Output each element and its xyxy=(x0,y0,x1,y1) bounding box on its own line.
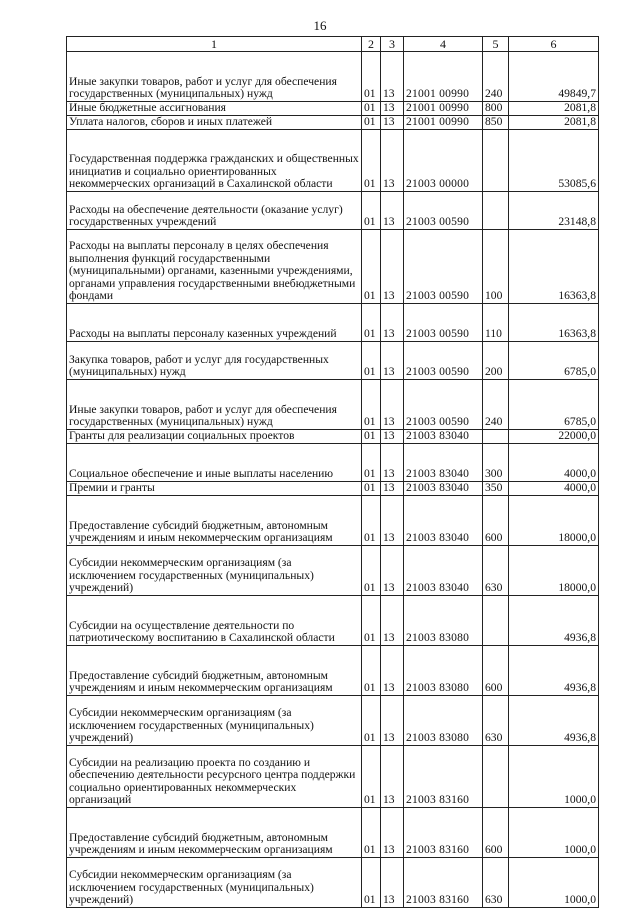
row-section: 01 xyxy=(362,342,381,380)
row-name: Субсидии некоммерческим организациям (за исключением государственных (муниципальных) учреждений) xyxy=(67,546,362,596)
table-row xyxy=(67,546,599,596)
row-amount: 2081,8 xyxy=(509,102,599,116)
row-amount: 1000,0 xyxy=(509,808,599,858)
row-subsection: 13 xyxy=(381,380,404,430)
row-expense-type: 600 xyxy=(483,496,509,546)
row-name: Предоставление субсидий бюджетным, автономным учреждениям и иным некоммерческим организациям xyxy=(67,646,362,696)
row-target-code: 21003 83040 xyxy=(404,496,483,546)
row-expense-type: 600 xyxy=(483,808,509,858)
row-name: Уплата налогов, сборов и иных платежей xyxy=(67,116,362,130)
row-section: 01 xyxy=(362,430,381,444)
row-expense-type: 630 xyxy=(483,696,509,746)
header-col-5: 5 xyxy=(483,37,509,52)
row-target-code: 21001 00990 xyxy=(404,116,483,130)
row-amount: 18000,0 xyxy=(509,546,599,596)
row-target-code: 21003 83040 xyxy=(404,482,483,496)
row-name: Предоставление субсидий бюджетным, автономным учреждениям и иным некоммерческим организациям xyxy=(67,496,362,546)
row-name: Иные закупки товаров, работ и услуг для обеспечения государственных (муниципальных) нужд xyxy=(67,52,362,102)
row-section: 01 xyxy=(362,746,381,808)
table-row xyxy=(67,482,599,496)
row-section: 01 xyxy=(362,596,381,646)
row-amount: 4936,8 xyxy=(509,646,599,696)
row-expense-type xyxy=(483,596,509,646)
row-section: 01 xyxy=(362,646,381,696)
header-col-3: 3 xyxy=(381,37,404,52)
row-subsection: 13 xyxy=(381,116,404,130)
row-section: 01 xyxy=(362,130,381,192)
row-expense-type: 350 xyxy=(483,482,509,496)
row-target-code: 21003 00000 xyxy=(404,130,483,192)
row-subsection: 13 xyxy=(381,696,404,746)
row-expense-type: 240 xyxy=(483,52,509,102)
row-amount: 4000,0 xyxy=(509,444,599,482)
row-subsection: 13 xyxy=(381,52,404,102)
row-expense-type xyxy=(483,430,509,444)
row-expense-type: 110 xyxy=(483,304,509,342)
header-col-2: 2 xyxy=(362,37,381,52)
row-expense-type: 600 xyxy=(483,646,509,696)
row-expense-type: 630 xyxy=(483,858,509,908)
table-row xyxy=(67,102,599,116)
row-amount: 16363,8 xyxy=(509,230,599,304)
table-row xyxy=(67,52,599,102)
table-row xyxy=(67,596,599,646)
row-name: Расходы на выплаты персоналу казенных учреждений xyxy=(67,304,362,342)
row-subsection: 13 xyxy=(381,230,404,304)
row-target-code: 21003 83080 xyxy=(404,646,483,696)
table-row xyxy=(67,696,599,746)
row-amount: 6785,0 xyxy=(509,342,599,380)
row-amount: 53085,6 xyxy=(509,130,599,192)
row-subsection: 13 xyxy=(381,546,404,596)
header-col-6: 6 xyxy=(509,37,599,52)
header-col-4: 4 xyxy=(404,37,483,52)
row-section: 01 xyxy=(362,444,381,482)
row-subsection: 13 xyxy=(381,646,404,696)
row-amount: 4000,0 xyxy=(509,482,599,496)
row-name: Предоставление субсидий бюджетным, автономным учреждениям и иным некоммерческим организациям xyxy=(67,808,362,858)
row-expense-type xyxy=(483,130,509,192)
row-name: Иные бюджетные ассигнования xyxy=(67,102,362,116)
row-target-code: 21001 00990 xyxy=(404,102,483,116)
row-name: Премии и гранты xyxy=(67,482,362,496)
row-amount: 49849,7 xyxy=(509,52,599,102)
row-target-code: 21003 00590 xyxy=(404,192,483,230)
row-amount: 23148,8 xyxy=(509,192,599,230)
row-subsection: 13 xyxy=(381,808,404,858)
row-section: 01 xyxy=(362,808,381,858)
row-target-code: 21003 00590 xyxy=(404,304,483,342)
table-row xyxy=(67,646,599,696)
row-name: Социальное обеспечение и иные выплаты населению xyxy=(67,444,362,482)
row-section: 01 xyxy=(362,546,381,596)
table-row xyxy=(67,342,599,380)
table-row xyxy=(67,430,599,444)
row-section: 01 xyxy=(362,102,381,116)
row-name: Расходы на обеспечение деятельности (оказание услуг) государственных учреждений xyxy=(67,192,362,230)
row-name: Расходы на выплаты персоналу в целях обеспечения выполнения функций государственными (муниципальными) органами, казенными учреждениями, органами управления государственными внебюджетными фондами xyxy=(67,230,362,304)
row-name: Субсидии на осуществление деятельности по патриотическому воспитанию в Сахалинской области xyxy=(67,596,362,646)
row-expense-type: 800 xyxy=(483,102,509,116)
row-subsection: 13 xyxy=(381,430,404,444)
table-row xyxy=(67,858,599,908)
row-expense-type: 240 xyxy=(483,380,509,430)
row-expense-type: 300 xyxy=(483,444,509,482)
row-target-code: 21003 00590 xyxy=(404,230,483,304)
row-name: Субсидии некоммерческим организациям (за исключением государственных (муниципальных) учреждений) xyxy=(67,858,362,908)
table-row xyxy=(67,130,599,192)
row-subsection: 13 xyxy=(381,496,404,546)
row-target-code: 21001 00990 xyxy=(404,52,483,102)
row-target-code: 21003 83160 xyxy=(404,858,483,908)
row-amount: 4936,8 xyxy=(509,596,599,646)
row-subsection: 13 xyxy=(381,746,404,808)
table-row xyxy=(67,116,599,130)
row-section: 01 xyxy=(362,116,381,130)
row-name: Иные закупки товаров, работ и услуг для обеспечения государственных (муниципальных) нужд xyxy=(67,380,362,430)
row-expense-type: 200 xyxy=(483,342,509,380)
row-target-code: 21003 83040 xyxy=(404,444,483,482)
row-target-code: 21003 83080 xyxy=(404,696,483,746)
row-amount: 4936,8 xyxy=(509,696,599,746)
row-expense-type: 850 xyxy=(483,116,509,130)
row-target-code: 21003 83040 xyxy=(404,546,483,596)
row-amount: 1000,0 xyxy=(509,858,599,908)
row-target-code: 21003 83160 xyxy=(404,746,483,808)
table-row xyxy=(67,192,599,230)
table-header-row xyxy=(67,37,599,52)
row-amount: 16363,8 xyxy=(509,304,599,342)
row-section: 01 xyxy=(362,304,381,342)
row-subsection: 13 xyxy=(381,482,404,496)
row-expense-type xyxy=(483,192,509,230)
table-row xyxy=(67,304,599,342)
row-subsection: 13 xyxy=(381,130,404,192)
row-subsection: 13 xyxy=(381,192,404,230)
row-name: Субсидии на реализацию проекта по созданию и обеспечению деятельности ресурсного центра поддержки социально ориентированных некоммерческих организаций xyxy=(67,746,362,808)
row-name: Субсидии некоммерческим организациям (за исключением государственных (муниципальных) учреждений) xyxy=(67,696,362,746)
row-amount: 18000,0 xyxy=(509,496,599,546)
row-amount: 6785,0 xyxy=(509,380,599,430)
row-amount: 22000,0 xyxy=(509,430,599,444)
budget-table xyxy=(66,36,599,908)
page-number: 16 xyxy=(313,18,327,33)
row-target-code: 21003 83160 xyxy=(404,808,483,858)
row-section: 01 xyxy=(362,380,381,430)
row-target-code: 21003 00590 xyxy=(404,342,483,380)
row-section: 01 xyxy=(362,696,381,746)
row-expense-type xyxy=(483,746,509,808)
row-amount: 2081,8 xyxy=(509,116,599,130)
table-row xyxy=(67,380,599,430)
row-section: 01 xyxy=(362,52,381,102)
row-subsection: 13 xyxy=(381,444,404,482)
row-expense-type: 100 xyxy=(483,230,509,304)
row-target-code: 21003 83040 xyxy=(404,430,483,444)
table-row xyxy=(67,808,599,858)
row-subsection: 13 xyxy=(381,304,404,342)
row-name: Государственная поддержка гражданских и общественных инициатив и социально ориентированных некоммерческих организаций в Сахалинской области xyxy=(67,130,362,192)
row-expense-type: 630 xyxy=(483,546,509,596)
row-name: Гранты для реализации социальных проектов xyxy=(67,430,362,444)
row-amount: 1000,0 xyxy=(509,746,599,808)
header-col-1: 1 xyxy=(67,37,362,52)
table-row xyxy=(67,230,599,304)
table-row xyxy=(67,444,599,482)
table-row xyxy=(67,746,599,808)
row-target-code: 21003 00590 xyxy=(404,380,483,430)
row-subsection: 13 xyxy=(381,342,404,380)
row-target-code: 21003 83080 xyxy=(404,596,483,646)
table-row xyxy=(67,496,599,546)
row-section: 01 xyxy=(362,230,381,304)
row-section: 01 xyxy=(362,482,381,496)
row-subsection: 13 xyxy=(381,596,404,646)
row-section: 01 xyxy=(362,192,381,230)
row-section: 01 xyxy=(362,858,381,908)
row-section: 01 xyxy=(362,496,381,546)
row-subsection: 13 xyxy=(381,102,404,116)
row-name: Закупка товаров, работ и услуг для государственных (муниципальных) нужд xyxy=(67,342,362,380)
row-subsection: 13 xyxy=(381,858,404,908)
